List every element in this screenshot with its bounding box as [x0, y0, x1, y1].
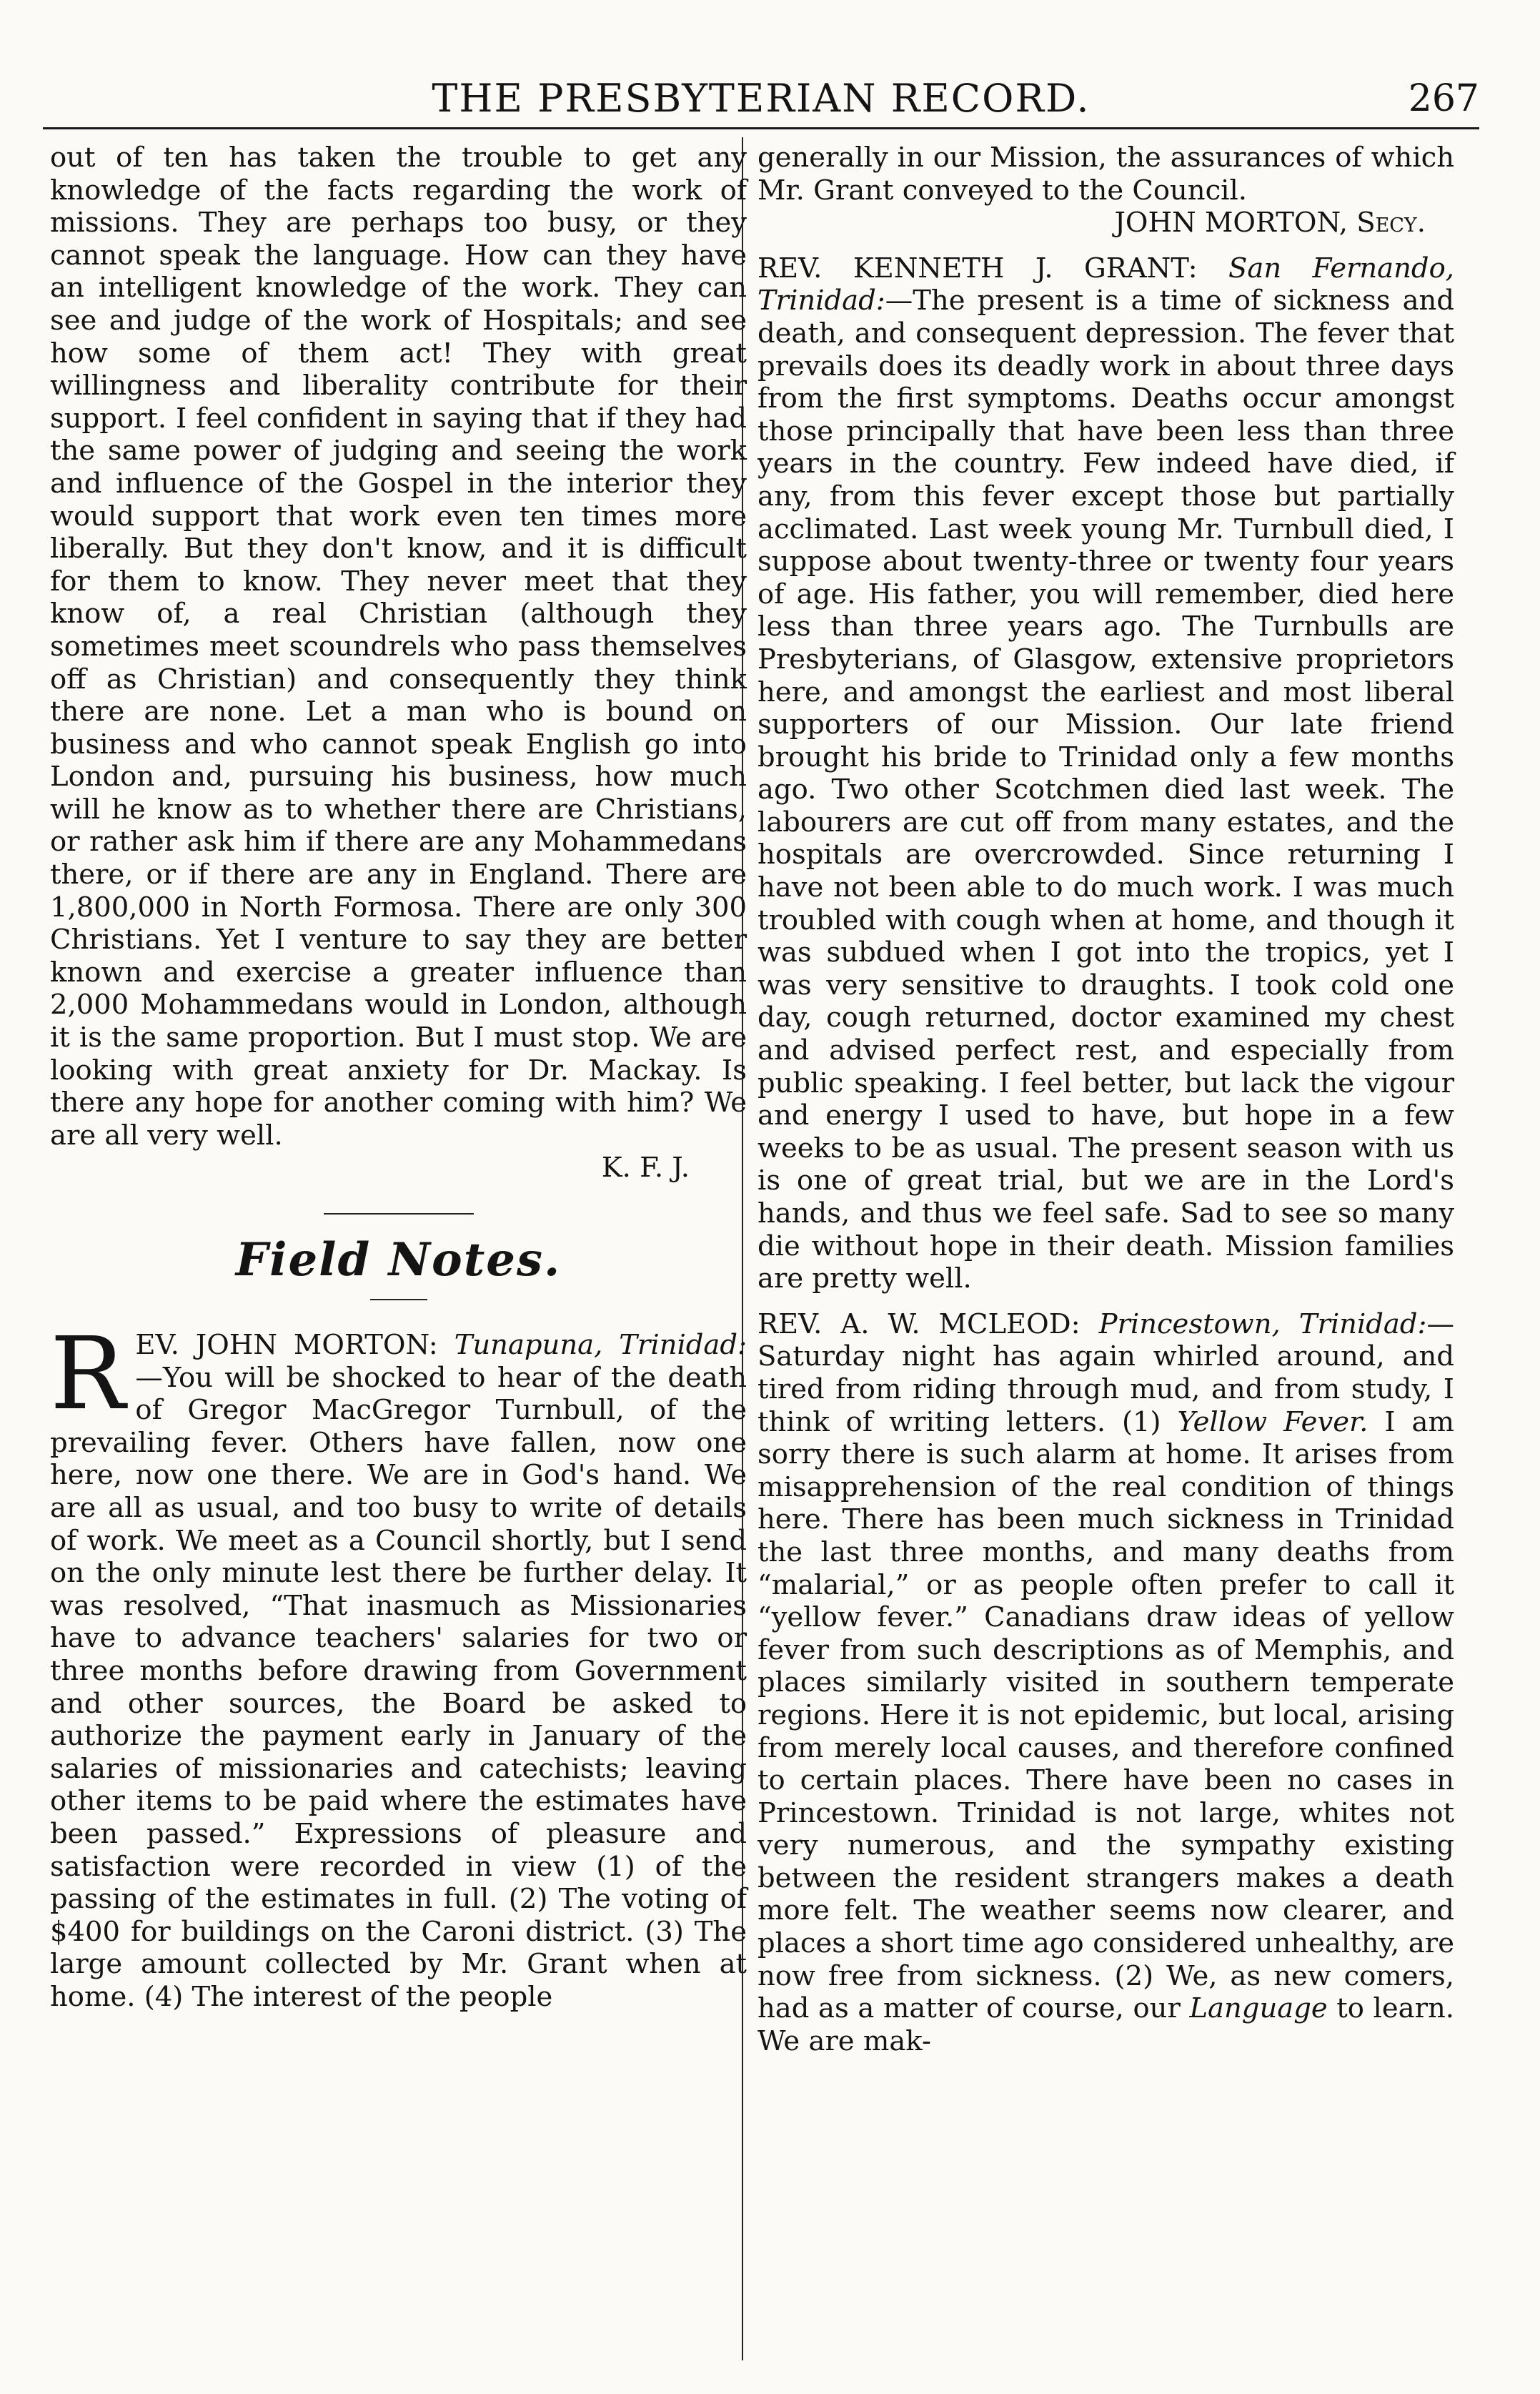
morton-body: —You will be shocked to hear of the death of Gregor MacGregor Turnbull, of the prevailing fever. Others have fallen, now one here, now one there. We are in God's hand. We are all as usual, and too busy to write of details of work. We meet as a Council shortly, but I send on the only minute lest there be further delay. It was resolved, “That inasmuch as Missionaries have to advance teachers' salaries for two or three months before drawing from Government and other sources, the Board be asked to authorize the payment early in January of the salaries of missionaries and catechists; leaving other items to be paid where the estimates have been passed.” Expressions of pleasure and satisfaction were recorded in view (1) of the passing of the estimates in full. (2) The voting of $400 for buildings on the Caroni district. (3) The large amount collected by Mr. Grant when at home. (4) The interest of the people	[50, 1361, 747, 2013]
morton-letter	[50, 1316, 747, 2013]
grant-name: REV. KENNETH J. GRANT:	[757, 252, 1198, 285]
morton-place: Tunapuna, Trinidad:	[454, 1329, 747, 1361]
section-heading: Field Notes.	[235, 1233, 562, 1287]
mcleod-body-2: I am sorry there is such alarm at home. It arises from misapprehension of the real condition of things here. There has been much sickness in Trinidad the last three months, and many deaths from “malarial,” or as people often prefer to call it “yellow fever.” Canadians draw ideas of yellow fever from such descriptions as of Memphis, and places similarly visited in southern temperate regions. Here it is not epidemic, but local, arising from merely local causes, and therefore confined to certain places. There have been no cases in Princestown. Trinidad is not large, whites not very numerous, and the sympathy existing between the resident strangers makes a death more felt. The weather seems now clearer, and places a short time ago considered unhealthy, are now free from sickness. (2) We, as new comers, had as a matter of course, our	[757, 1405, 1454, 2025]
drop-cap: R	[50, 1316, 126, 1433]
section-rule	[324, 1213, 474, 1215]
grant-place: San Fernando, Trinidad:	[757, 252, 1454, 317]
mcleod-body-3: to learn. We are mak-	[757, 1992, 1455, 2057]
grant-body: —The present is a time of sickness and death, and consequent depression. The fever that prevails does its deadly work in about three days from the first symptoms. Deaths occur amongst those principally that have been less than three years in the country. Few indeed have died, if any, from this fever except those but partially acclimated. Last week young Mr. Turnbull died, I suppose about twenty-three or twenty four years of age. His father, you will remember, died here less than three years ago. The Turnbulls are Presbyterians, of Glasgow, extensive proprietors here, and amongst the earliest and most liberal supporters of our Mission. Our late friend brought his bride to Trinidad only a few months ago. Two other Scotchmen died last week. The labourers are cut off from many estates, and the hospitals are overcrowded. Since returning I have not been able to do much work. I was much troubled with cough when at home, and though it was subdued when I got into the tropics, yet I was very sensitive to draughts. I took cold one day, cough returned, doctor examined my chest and advised perfect rest, and especially from public speaking. I feel better, but lack the vigour and energy I used to have, but hope in a few weeks to be as usual. The present season with us is one of great trial, but we are in the Lord's hands, and thus we feel safe. Sad to see so many die without hope in their death. Mission families are pretty well.	[757, 285, 1454, 1295]
mcleod-language: Language	[1189, 1992, 1328, 2025]
left-column	[50, 142, 747, 2013]
morton-name: EV. JOHN MORTON:	[135, 1329, 438, 1361]
publication-title: THE PRESBYTERIAN RECORD.	[432, 76, 1091, 121]
mcleod-name: REV. A. W. MCLEOD:	[757, 1307, 1081, 1340]
mcleod-letter	[757, 1308, 1454, 2058]
letter-signoff: K. F. J.	[601, 1152, 690, 1184]
letter-body: out of ten has taken the trouble to get any knowledge of the facts regarding the work of missions. They are perhaps too busy, or they cannot speak the language. How can they have an intelligent knowledge of the work. They can see and judge of the work of Hospitals; and see how some of them act! They with great willingness and liberality contribute for their support. I feel confident in saying that if they had the same power of judging and seeing the work and influence of the Gospel in the interior they would support that work even ten times more liberally. But they don't know, and it is difficult for them to know. They never meet that they know of, a real Christian (although they sometimes meet scoundrels who pass themselves off as Christian) and consequently they think there are none. Let a man who is bound on business and who cannot speak English go into London and, pursuing his business, how much will he know as to whether there are Christians, or rather ask him if there are any Mohammedans there, or if there are any in England. There are 1,800,000 in North Formosa. There are only 300 Christians. Yet I venture to say they are better known and exercise a greater influence than 2,000 Mohammedans would in London, although it is the same proportion. But I must stop. We are looking with great anxiety for Dr. Mackay. Is there any hope for another coming with him? We are all very well.	[50, 142, 747, 1152]
morton-signature: JOHN MORTON, Secy.	[1114, 207, 1426, 239]
right-column	[757, 142, 1454, 2057]
mcleod-yellow-fever: Yellow Fever.	[1177, 1405, 1368, 1438]
running-header	[43, 70, 1479, 129]
page-number: 267	[1408, 77, 1479, 120]
section-rule-small	[370, 1299, 427, 1300]
morton-continued: generally in our Mission, the assurances of which Mr. Grant conveyed to the Council.	[757, 142, 1454, 207]
grant-letter	[757, 252, 1454, 1295]
mcleod-place: Princestown, Trinidad:	[1098, 1307, 1427, 1340]
mcleod-body-1: —Saturday night has again whirled around, and tired from riding through mud, and from study, I think of writing letters. (1)	[757, 1307, 1454, 1438]
